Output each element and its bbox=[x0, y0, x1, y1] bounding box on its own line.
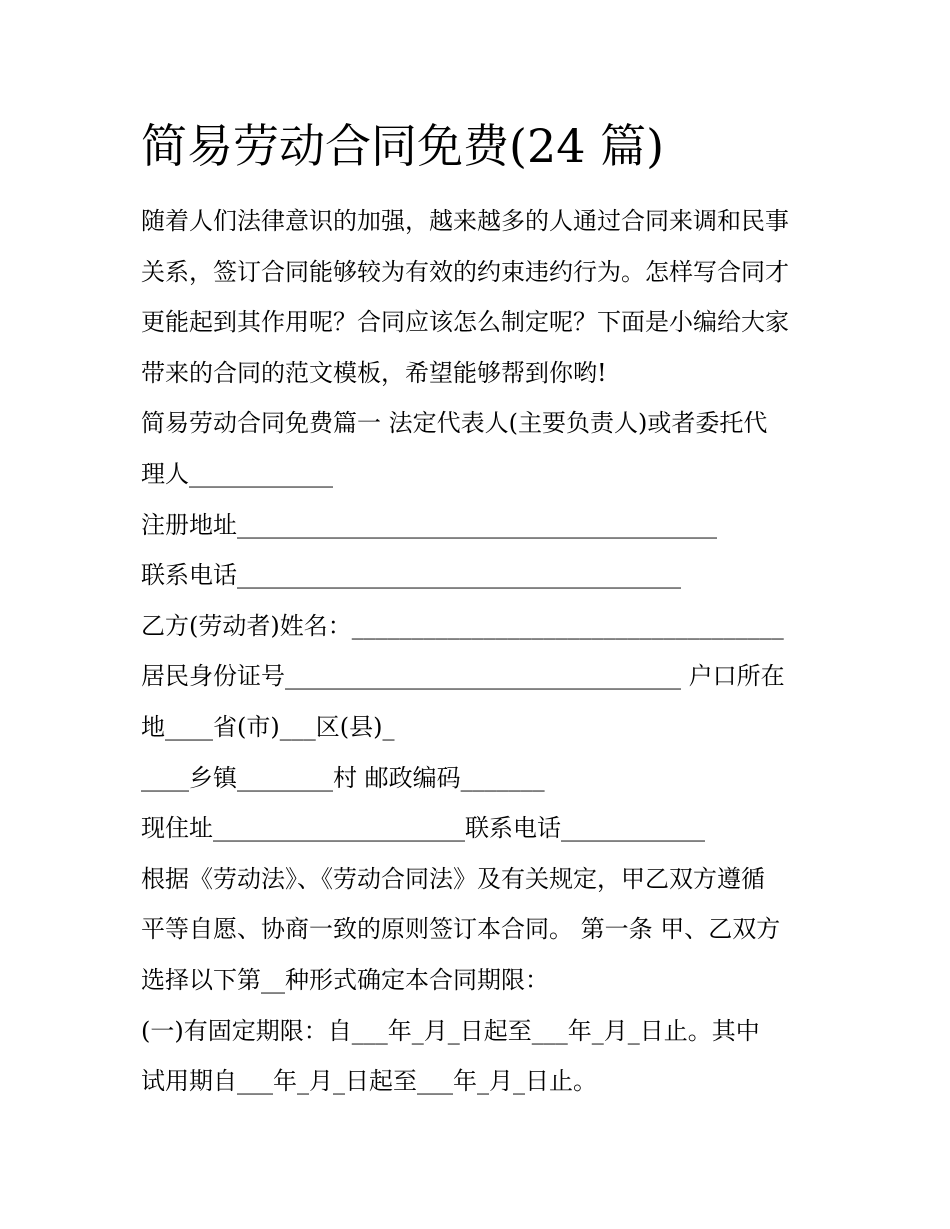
paragraph-line: 平等自愿、协商一致的原则签订本合同。 第一条 甲、乙双方 bbox=[141, 915, 781, 944]
paragraph-line: 试用期自___年_月_日起至___年_月_日止。 bbox=[141, 1067, 597, 1096]
paragraph-line: 选择以下第__种形式确定本合同期限： bbox=[141, 965, 549, 994]
document-body bbox=[141, 196, 821, 1107]
paragraph-line: (一)有固定期限：自___年_月_日起至___年_月_日止。其中 bbox=[141, 1016, 760, 1045]
paragraph-line: 根据《劳动法》、《劳动合同法》及有关规定，甲乙双方遵循 bbox=[141, 864, 765, 893]
form-field-line: ____乡镇________村 邮政编码_______ bbox=[141, 763, 545, 792]
form-field-line: 地____省(市)___区(县)_ bbox=[141, 712, 395, 741]
form-field-line: 现住址_____________________联系电话____________ bbox=[141, 814, 705, 843]
form-field-line: 理人____________ bbox=[141, 459, 333, 488]
document-title: 简易劳动合同免费(24 篇) bbox=[141, 119, 665, 173]
form-field-line: 注册地址________________________________________ bbox=[141, 510, 717, 539]
form-field-line: 联系电话_____________________________________ bbox=[141, 561, 681, 590]
paragraph-line: 更能起到其作用呢？合同应该怎么制定呢？下面是小编给大家 bbox=[141, 308, 789, 337]
paragraph-line: 带来的合同的范文模板，希望能够帮到你哟! bbox=[141, 358, 607, 387]
form-field-line: 乙方(劳动者)姓名：____________________________________ bbox=[141, 611, 784, 640]
form-field-line: 居民身份证号_________________________________ 户口所在 bbox=[141, 662, 785, 691]
paragraph-line: 关系，签订合同能够较为有效的约束违约行为。怎样写合同才 bbox=[141, 257, 789, 286]
paragraph-line: 随着人们法律意识的加强，越来越多的人通过合同来调和民事 bbox=[141, 207, 789, 235]
paragraph-line: 简易劳动合同免费篇一 法定代表人(主要负责人)或者委托代 bbox=[141, 409, 768, 438]
